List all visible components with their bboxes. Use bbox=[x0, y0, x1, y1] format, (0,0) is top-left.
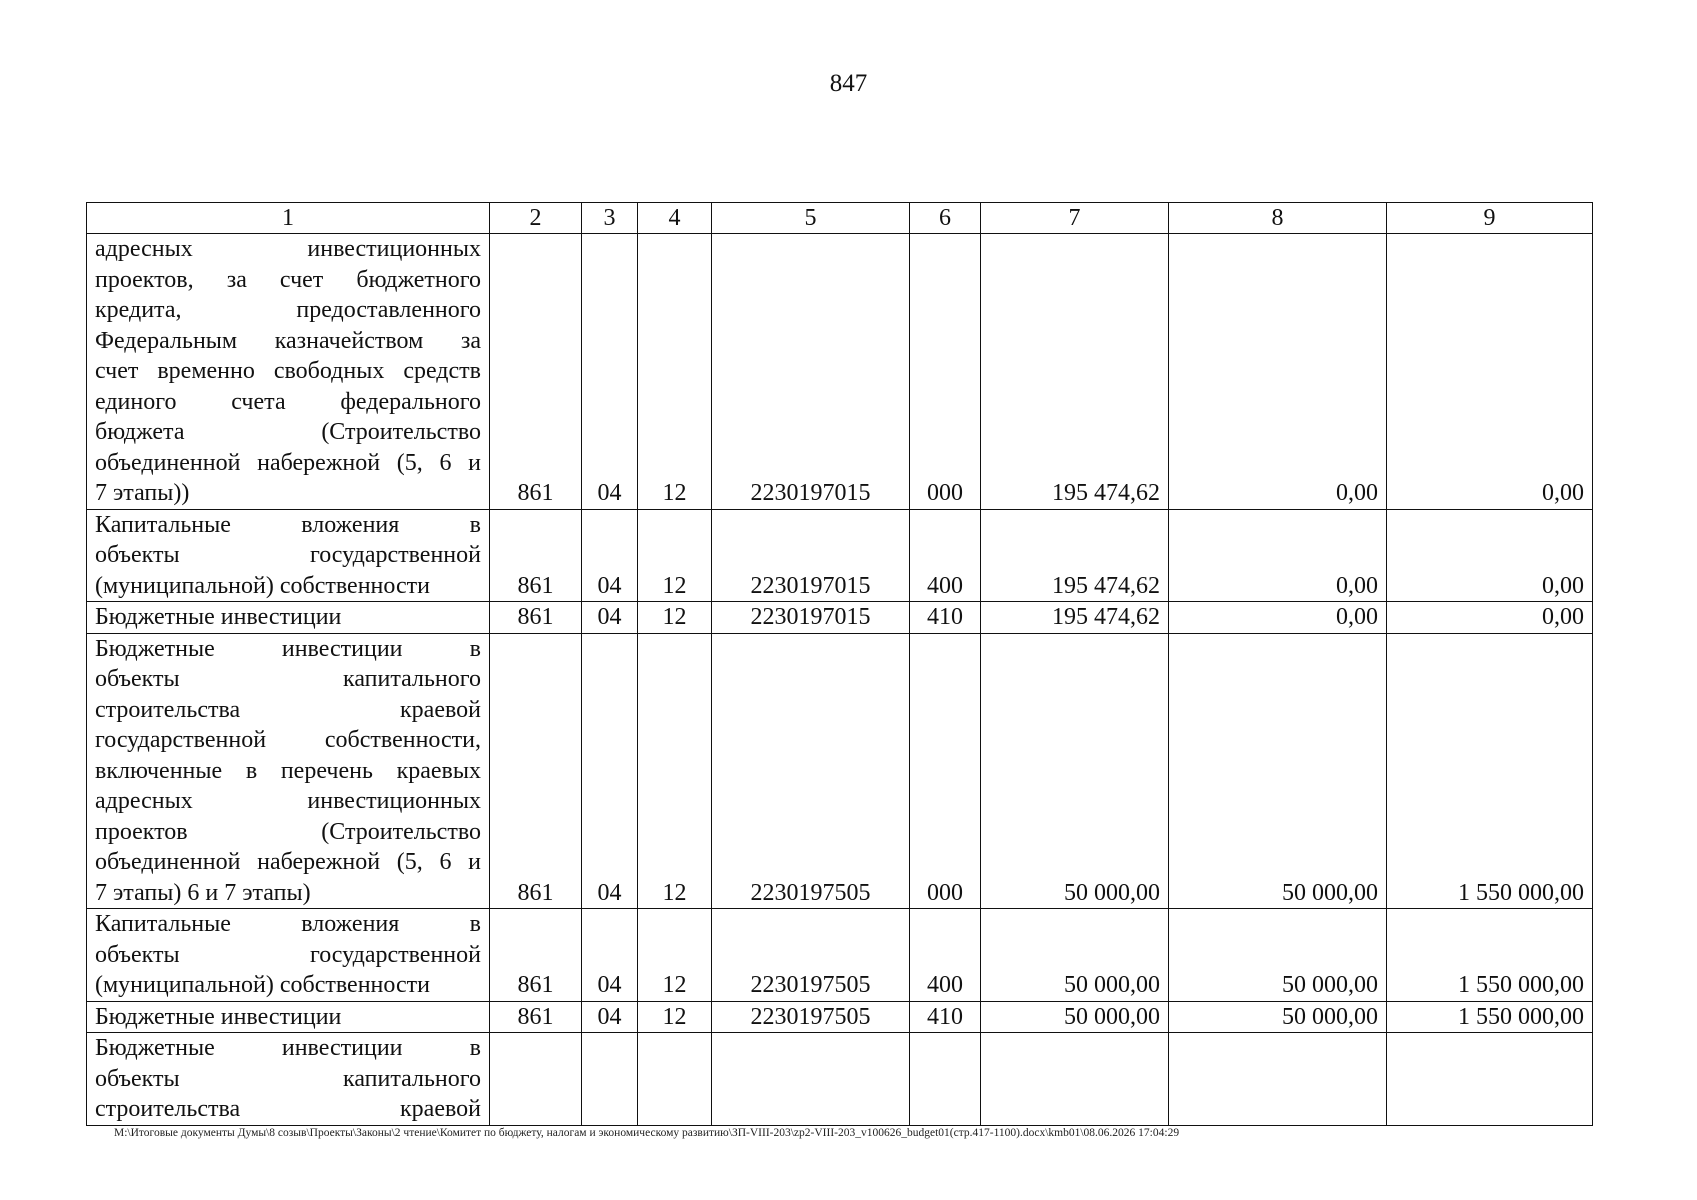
description-line: (муниципальной) собственности bbox=[95, 972, 430, 998]
amount-year-3: 1 550 000,00 bbox=[1387, 1001, 1593, 1033]
amount-year-2: 0,00 bbox=[1169, 509, 1387, 602]
col-header-3: 3 bbox=[582, 203, 638, 234]
description-line: Бюджетные инвестиции в bbox=[95, 635, 481, 662]
amount-year-2: 0,00 bbox=[1169, 234, 1387, 510]
description-line: Бюджетные инвестиции bbox=[95, 1003, 342, 1030]
expense-type-code: 400 bbox=[910, 509, 981, 602]
target-article-code: 2230197015 bbox=[712, 602, 910, 634]
amount-year-3: 1 550 000,00 bbox=[1387, 633, 1593, 909]
description-line: Бюджетные инвестиции в bbox=[95, 1035, 481, 1061]
ministry-code: 861 bbox=[490, 909, 582, 1002]
row-description bbox=[87, 509, 490, 602]
col-header-5: 5 bbox=[712, 203, 910, 234]
target-article-code: 2230197015 bbox=[712, 509, 910, 602]
empty-cell bbox=[910, 1033, 981, 1126]
empty-cell bbox=[1169, 1033, 1387, 1126]
description-line: кредита, предоставленного bbox=[95, 297, 481, 323]
description-line: (муниципальной) собственности bbox=[95, 572, 430, 599]
description-line: объединенной набережной (5, 6 и bbox=[95, 449, 481, 476]
description-line: включенные в перечень краевых bbox=[95, 757, 481, 784]
section-code: 04 bbox=[582, 602, 638, 634]
description-line: бюджета (Строительство bbox=[95, 419, 481, 445]
description-line: объекты капитального bbox=[95, 666, 481, 692]
row-description bbox=[87, 602, 490, 634]
section-code: 04 bbox=[582, 1001, 638, 1033]
amount-year-3: 0,00 bbox=[1387, 509, 1593, 602]
amount-year-2: 50 000,00 bbox=[1169, 1001, 1387, 1033]
table-body bbox=[87, 234, 1593, 1126]
description-line: объединенной набережной (5, 6 и bbox=[95, 849, 481, 875]
row-description bbox=[87, 909, 490, 1002]
amount-year-3: 0,00 bbox=[1387, 234, 1593, 510]
col-header-7: 7 bbox=[981, 203, 1169, 234]
expense-type-code: 400 bbox=[910, 909, 981, 1002]
amount-year-2: 50 000,00 bbox=[1169, 909, 1387, 1002]
amount-year-1: 50 000,00 bbox=[981, 633, 1169, 909]
ministry-code: 861 bbox=[490, 509, 582, 602]
description-line: Федеральным казначейством за bbox=[95, 327, 481, 354]
amount-year-1: 195 474,62 bbox=[981, 234, 1169, 510]
description-line: адресных инвестиционных bbox=[95, 236, 481, 262]
col-header-9: 9 bbox=[1387, 203, 1593, 234]
description-line: 7 этапы) 6 и 7 этапы) bbox=[95, 879, 311, 906]
empty-cell bbox=[638, 1033, 712, 1126]
amount-year-2: 0,00 bbox=[1169, 602, 1387, 634]
empty-cell bbox=[1387, 1033, 1593, 1126]
section-code: 04 bbox=[582, 509, 638, 602]
expense-type-code: 000 bbox=[910, 234, 981, 510]
description-line: строительства краевой bbox=[95, 696, 481, 723]
description-line: объекты государственной bbox=[95, 542, 481, 568]
col-header-6: 6 bbox=[910, 203, 981, 234]
amount-year-1: 195 474,62 bbox=[981, 509, 1169, 602]
description-line: Капитальные вложения в bbox=[95, 511, 481, 538]
table-row-partial bbox=[87, 1033, 1593, 1126]
description-line: Бюджетные инвестиции bbox=[95, 604, 342, 630]
row-description bbox=[87, 1033, 490, 1126]
subsection-code: 12 bbox=[638, 234, 712, 510]
amount-year-3: 0,00 bbox=[1387, 602, 1593, 634]
amount-year-1: 50 000,00 bbox=[981, 909, 1169, 1002]
empty-cell bbox=[582, 1033, 638, 1126]
file-path-footer: M:\Итоговые документы Думы\8 созыв\Проекты\Законы\2 чтение\Комитет по бюджету, налогам и экономическому развитию\ЗП-VIII-203\zp2-VIII-203_v100626_budget01(стр.417-1100).docx\kmb01\08.06.2026 17:04:29 bbox=[114, 1127, 1180, 1139]
description-line: строительства краевой bbox=[95, 1096, 481, 1122]
section-code: 04 bbox=[582, 234, 638, 510]
description-line: счет временно свободных средств bbox=[95, 358, 481, 384]
ministry-code: 861 bbox=[490, 1001, 582, 1033]
description-line: объекты государственной bbox=[95, 941, 481, 968]
empty-cell bbox=[490, 1033, 582, 1126]
subsection-code: 12 bbox=[638, 1001, 712, 1033]
section-code: 04 bbox=[582, 909, 638, 1002]
col-header-2: 2 bbox=[490, 203, 582, 234]
budget-table bbox=[86, 202, 1593, 1126]
table-row bbox=[87, 509, 1593, 602]
amount-year-1: 195 474,62 bbox=[981, 602, 1169, 634]
page-number: 847 bbox=[829, 70, 868, 97]
row-description bbox=[87, 633, 490, 909]
target-article-code: 2230197505 bbox=[712, 1001, 910, 1033]
subsection-code: 12 bbox=[638, 909, 712, 1002]
table-row bbox=[87, 602, 1593, 634]
description-line: адресных инвестиционных bbox=[95, 788, 481, 814]
col-header-4: 4 bbox=[638, 203, 712, 234]
description-line: объекты капитального bbox=[95, 1065, 481, 1092]
amount-year-3: 1 550 000,00 bbox=[1387, 909, 1593, 1002]
row-description bbox=[87, 1001, 490, 1033]
target-article-code: 2230197015 bbox=[712, 234, 910, 510]
target-article-code: 2230197505 bbox=[712, 633, 910, 909]
ministry-code: 861 bbox=[490, 234, 582, 510]
description-line: 7 этапы)) bbox=[95, 480, 190, 506]
table-row bbox=[87, 1001, 1593, 1033]
col-header-8: 8 bbox=[1169, 203, 1387, 234]
table-row bbox=[87, 234, 1593, 510]
ministry-code: 861 bbox=[490, 633, 582, 909]
section-code: 04 bbox=[582, 633, 638, 909]
description-line: Капитальные вложения в bbox=[95, 911, 481, 937]
target-article-code: 2230197505 bbox=[712, 909, 910, 1002]
subsection-code: 12 bbox=[638, 509, 712, 602]
expense-type-code: 000 bbox=[910, 633, 981, 909]
subsection-code: 12 bbox=[638, 633, 712, 909]
row-description bbox=[87, 234, 490, 510]
description-line: государственной собственности, bbox=[95, 727, 481, 753]
empty-cell bbox=[981, 1033, 1169, 1126]
table-row bbox=[87, 909, 1593, 1002]
col-header-1: 1 bbox=[87, 203, 490, 234]
ministry-code: 861 bbox=[490, 602, 582, 634]
description-line: единого счета федерального bbox=[95, 388, 481, 415]
expense-type-code: 410 bbox=[910, 1001, 981, 1033]
description-line: проектов, за счет бюджетного bbox=[95, 266, 481, 293]
amount-year-2: 50 000,00 bbox=[1169, 633, 1387, 909]
amount-year-1: 50 000,00 bbox=[981, 1001, 1169, 1033]
subsection-code: 12 bbox=[638, 602, 712, 634]
empty-cell bbox=[712, 1033, 910, 1126]
header-row bbox=[87, 203, 1593, 234]
table-row bbox=[87, 633, 1593, 909]
expense-type-code: 410 bbox=[910, 602, 981, 634]
description-line: проектов (Строительство bbox=[95, 818, 481, 845]
